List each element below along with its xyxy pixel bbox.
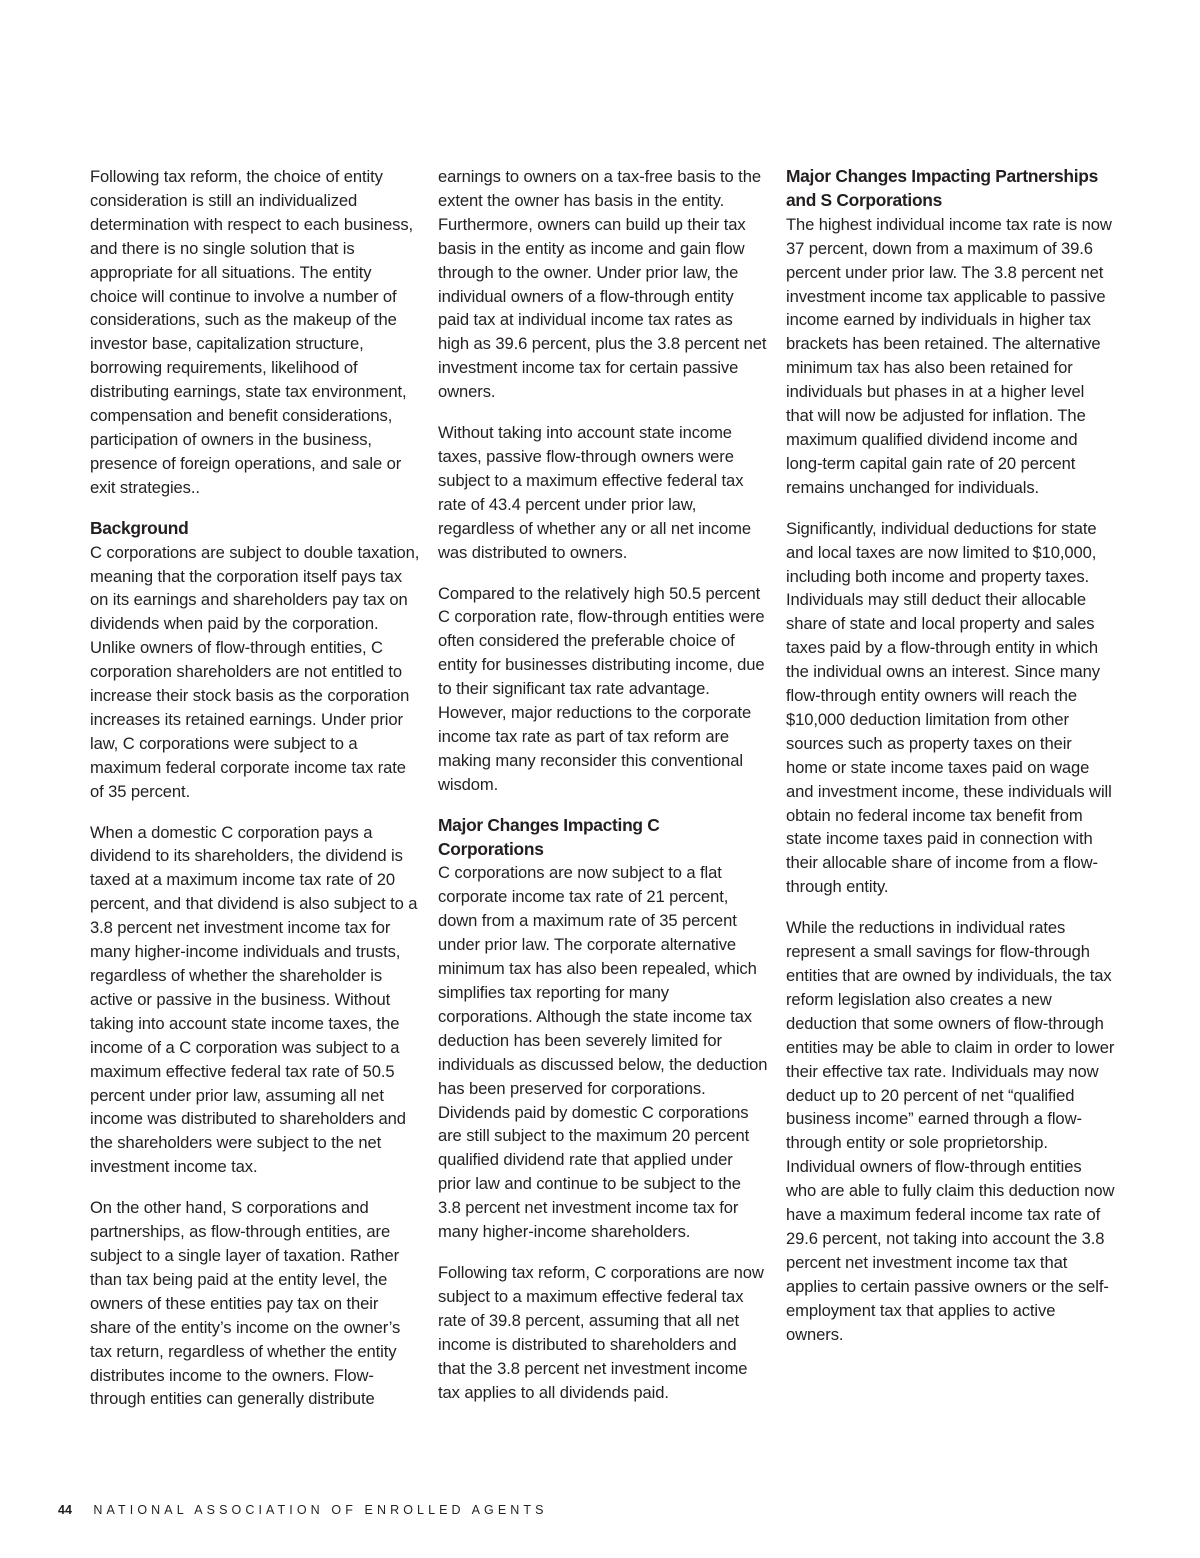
heading-c-corporation-changes: Major Changes Impacting C Corporations	[438, 814, 660, 859]
heading-partnership-s-corp-changes: Major Changes Impacting Partnerships and S Corporations	[786, 166, 1098, 210]
page-footer	[58, 1503, 548, 1517]
paragraph-qbi-deduction: While the reductions in individual rates represent a small savings for flow-through entities that are owned by individuals, the tax reform legislation also creates a new deduction that some owners of flow-through entities may be able to claim in order to lower their effective tax rate. Individuals may now deduct up to 20 percent of net “qualified business income” earned through a flow-through entity or sole proprietorship. Individual owners of flow-through entities who are able to fully claim this deduction now have a maximum federal income tax rate of 29.6 percent, not taking into account the 3.8 percent net investment income tax that applies to certain passive owners or the self-employment tax that applies to active owners.	[786, 918, 1115, 1344]
publisher-name: NATIONAL ASSOCIATION OF ENROLLED AGENTS	[93, 1503, 548, 1517]
paragraph-entity-choice: Following tax reform, the choice of entity consideration is still an individualized determination with respect to each business, and there is no single solution that is appropriate for all situations. The entity choice will continue to involve a number of considerations, such as the makeup of the investor base, capitalization structure, borrowing requirements, likelihood of distributing earnings, state tax environment, compensation and benefit considerations, participation of owners in the business, presence of foreign operations, and sale or exit strategies..	[90, 167, 414, 497]
paragraph-owner-basis: earnings to owners on a tax-free basis to the extent the owner has basis in the entity. Furthermore, owners can build up their tax basis in the entity as income and gain flow through to the owner. Under prior law, the individual owners of a flow-through entity paid tax at individual income tax rates as high as 39.6 percent, plus the 3.8 percent net investment income tax for certain passive owners.	[438, 167, 767, 402]
paragraph-c-corp-double-taxation: C corporations are subject to double taxation, meaning that the corporation itself pays tax on its earnings and shareholders pay tax on dividends when paid by the corporation. Unlike owners of flow-through entities, C corporation shareholders are not entitled to increase their stock basis as the corporation increases its retained earnings. Under prior law, C corporations were subject to a maximum federal corporate income tax rate of 35 percent.	[90, 542, 420, 801]
paragraph-salt-deduction-limit: Significantly, individual deductions for state and local taxes are now limited to $10,000, including both income and property taxes. Individuals may still deduct their allocable share of state and local property and sales taxes paid by a flow-through entity in which the individual owns an interest. Since many flow-through entity owners will reach the $10,000 deduction limitation from other sources such as property taxes on their home or state income taxes paid on wage and investment income, these individuals will obtain no federal income tax benefit from state income taxes paid in connection with their allocable share of income from a flow-through entity.	[786, 518, 1112, 897]
article-column-3	[786, 165, 1116, 1364]
article-column-2	[438, 165, 768, 1421]
paragraph-dividend-taxation: When a domestic C corporation pays a dividend to its shareholders, the dividend is taxed at a maximum income tax rate of 20 percent, and that dividend is also subject to a 3.8 percent net investment income tax for many higher-income individuals and trusts, regardless of whether the shareholder is active or passive in the business. Without taking into account state income taxes, the income of a C corporation was subject to a maximum effective federal tax rate of 50.5 percent under prior law, assuming all net income was distributed to shareholders and the shareholders were subject to the net investment income tax.	[90, 822, 418, 1177]
paragraph-rate-comparison: Compared to the relatively high 50.5 percent C corporation rate, flow-through entities were often considered the preferable choice of entity for businesses distributing income, due to their significant tax rate advantage. However, major reductions to the corporate income tax rate as part of tax reform are making many reconsider this conventional wisdom.	[438, 583, 765, 794]
paragraph-passive-owner-rate: Without taking into account state income taxes, passive flow-through owners were subject to a maximum effective federal tax rate of 43.4 percent under prior law, regardless of whether any or all net income was distributed to owners.	[438, 423, 751, 562]
paragraph-flow-through-entities: On the other hand, S corporations and partnerships, as flow-through entities, are subject to a single layer of taxation. Rather than tax being paid at the entity level, the owners of these entities pay tax on their share of the entity’s income on the owner’s tax return, regardless of whether the entity distributes income to the owners. Flow-through entities can generally distribute	[90, 1198, 401, 1409]
paragraph-effective-rate-after-reform: Following tax reform, C corporations are now subject to a maximum effective federal tax rate of 39.8 percent, assuming that all net income is distributed to shareholders and that the 3.8 percent net investment income tax applies to all dividends paid.	[438, 1262, 764, 1402]
heading-background: Background	[90, 517, 189, 538]
article-column-1	[90, 165, 420, 1428]
page-number: 44	[58, 1503, 72, 1517]
paragraph-individual-rates: The highest individual income tax rate is now 37 percent, down from a maximum of 39.6 percent under prior law. The 3.8 percent net investment income tax applicable to passive income earned by individuals in higher tax brackets has been retained. The alternative minimum tax has also been retained for individuals but phases in at a higher level that will now be adjusted for inflation. The maximum qualified dividend income and long-term capital gain rate of 20 percent remains unchanged for individuals.	[786, 214, 1112, 497]
paragraph-flat-corporate-rate: C corporations are now subject to a flat corporate income tax rate of 21 percent, down from a maximum rate of 35 percent under prior law. The corporate alternative minimum tax has also been repealed, which simplifies tax reporting for many corporations. Although the state income tax deduction has been severely limited for individuals as discussed below, the deduction has been preserved for corporations. Dividends paid by domestic C corporations are still subject to the maximum 20 percent qualified dividend rate that applied under prior law and continue to be subject to the 3.8 percent net investment income tax for many higher-income shareholders.	[438, 863, 768, 1242]
